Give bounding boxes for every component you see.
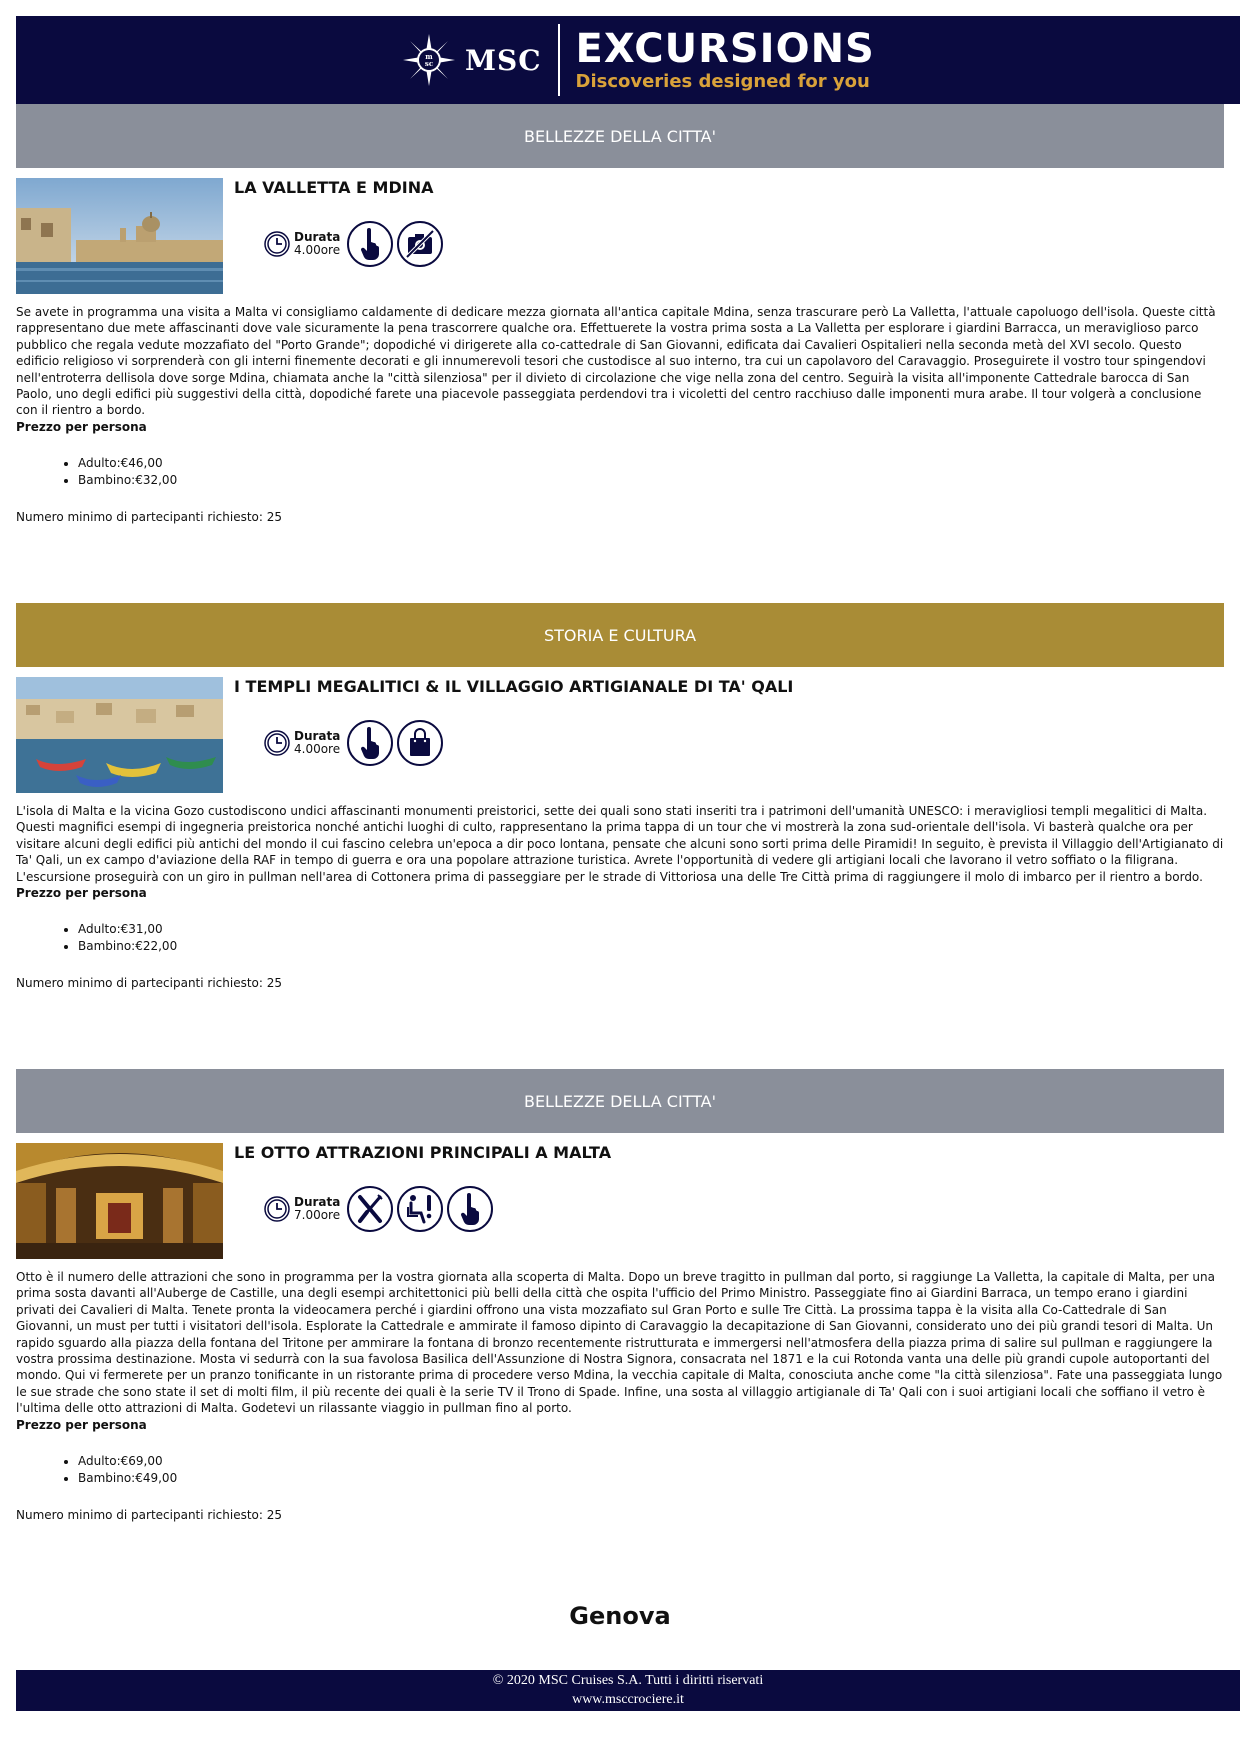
hand-icon <box>346 719 394 767</box>
category-label: BELLEZZE DELLA CITTA' <box>523 1091 717 1111</box>
min-participants: Numero minimo di partecipanti richiesto: 25 <box>16 976 283 991</box>
category-bar <box>16 104 1224 168</box>
price-label: Prezzo per persona <box>16 1417 147 1432</box>
excursion-title: I TEMPLI MEGALITICI & IL VILLAGGIO ARTIGIANALE DI TA' QALI <box>234 677 794 696</box>
hand-icon <box>446 1185 494 1233</box>
duration-label: Durata <box>294 729 341 743</box>
excursion-photo <box>16 178 223 294</box>
category-label: STORIA E CULTURA <box>543 625 697 645</box>
min-participants: Numero minimo di partecipanti richiesto: 25 <box>16 510 283 525</box>
svg-text:sc: sc <box>424 59 434 68</box>
excursion-photo <box>16 677 223 793</box>
price-adult: • Adulto:€31,00 <box>78 921 1224 938</box>
excursion-description: Otto è il numero delle attrazioni che sono in programma per la vostra giornata alla scoperta di Malta. Dopo un breve tragitto in pullman dal porto, si raggiunge La Valletta, la capitale di Malta, per una prima sosta davanti all'Auberge de Castille, una degli esempi architettonici più belli della città che ospita l'ufficio del Primo Ministro. Passeggiate fino ai Giardini Barraca, un tempo erano i giardini privati dei Cavalieri di Malta. Tenete pronta la videocamera perché i giardini offrono una vista mozzafiato sul Gran Porto e sulle Tre Città. La prossima tappa è la visita alla Co-Cattedrale di San Giovanni, un must per tutti i visitatori dell'isola. Esplorate la Cattedrale e ammirate il famoso dipinto di Caravaggio la decapitazione di San Giovanni, considerato uno dei più grandi tesori di Malta. Un rapido sguardo alla piazza della fontana del Tritone per ammirare la fontana di bronzo recentemente ristrutturata e immergersi nell'atmosfera della piazza prima di salire sul pullman e raggiungere la vostra prossima destinazione. Mosta vi sedurrà con la sua favolosa Basilica dell'Assunzione di Nostra Signora, consacrata nel 1871 e la cui Rotonda vanta una delle più grandi cupole autoportanti del mondo. Qui vi fermerete per un pranzo tonificante in un ristorante prima di procedere verso Mdina, la vecchia capitale di Malta, conosciuta anche come "la città silenziosa". Fate una passeggiata lungo le sue strade che sono state il set di molti film, il più recente dei quali è la serie TV il Trono di Spade. Infine, una sosta al villaggio artigianale di Ta' Qali con i suoi artigiani locali che soffiano il vetro è l'ultima delle otto attrazioni di Malta. Godetevi un rilassante viaggio in pullman fino al porto. <box>16 1270 1223 1416</box>
price-child: • Bambino:€32,00 <box>78 472 1224 489</box>
cutlery-icon <box>346 1185 394 1233</box>
price-child: • Bambino:€49,00 <box>78 1470 1224 1487</box>
logo-divider <box>558 24 560 96</box>
excursion-section <box>16 104 1224 525</box>
category-bar <box>16 603 1224 667</box>
footer-website-link[interactable]: www.msccrociere.it <box>572 1692 684 1707</box>
excursion-details <box>16 803 1224 992</box>
price-child: • Bambino:€22,00 <box>78 938 1224 955</box>
excursion-section <box>16 603 1224 991</box>
duration-value: 4.00ore <box>294 243 341 257</box>
duration-block <box>294 1196 340 1222</box>
duration-block <box>294 730 340 756</box>
clock-icon <box>264 730 290 756</box>
page-footer <box>16 1670 1240 1711</box>
svg-text:m: m <box>425 52 433 61</box>
excursion-info-icons <box>264 719 444 767</box>
price-adult: • Adulto:€69,00 <box>78 1453 1224 1470</box>
page-header <box>16 16 1240 104</box>
footer-copyright: © 2020 MSC Cruises S.A. Tutti i diritti riservati <box>492 1673 764 1688</box>
excursion-section <box>16 1069 1224 1523</box>
duration-value: 7.00ore <box>294 1208 341 1222</box>
price-list <box>16 1453 1224 1487</box>
excursion-title: LE OTTO ATTRAZIONI PRINCIPALI A MALTA <box>234 1143 612 1162</box>
msc-compass-emblem-icon <box>401 32 457 88</box>
excursions-wordmark: EXCURSIONS <box>575 26 875 72</box>
clock-icon <box>264 231 290 257</box>
price-adult: • Adulto:€46,00 <box>78 455 1224 472</box>
duration-block <box>294 231 340 257</box>
seated-attention-icon <box>396 1185 444 1233</box>
msc-wordmark: MSC <box>465 43 542 77</box>
duration-label: Durata <box>294 230 341 244</box>
price-label: Prezzo per persona <box>16 886 147 901</box>
min-participants: Numero minimo di partecipanti richiesto: 25 <box>16 1508 283 1523</box>
clock-icon <box>264 1196 290 1222</box>
duration-value: 4.00ore <box>294 742 341 756</box>
price-list <box>16 921 1224 955</box>
excursion-info-icons <box>264 220 444 268</box>
excursion-photo <box>16 1143 223 1259</box>
no-photo-icon <box>396 220 444 268</box>
price-label: Prezzo per persona <box>16 419 147 434</box>
excursions-logo <box>576 27 875 93</box>
shopping-bag-icon <box>396 719 444 767</box>
hand-icon <box>346 220 394 268</box>
category-bar <box>16 1069 1224 1133</box>
departure-city: Genova <box>569 1602 671 1630</box>
excursion-details <box>16 1269 1224 1523</box>
excursion-title: LA VALLETTA E MDINA <box>234 178 434 197</box>
excursion-details <box>16 304 1224 526</box>
excursions-tagline: Discoveries designed for you <box>575 71 870 92</box>
duration-label: Durata <box>294 1195 341 1209</box>
excursion-description: L'isola di Malta e la vicina Gozo custodiscono undici affascinanti monumenti preistorici, sette dei quali sono stati inseriti tra i patrimoni dell'umanità UNESCO: i meravigliosi templi megalitici di Malta. Questi magnifici esempi di ingegneria preistorica nonché antichi luoghi di culto, rappresentano la prima tappa di un tour che vi mostrerà la zona sud-orientale dell'isola. Vi basterà qualche ora per visitare alcuni degli edifici più antichi del mondo il cui fascino celebra un'epoca a dir poco lontana, pensate che alcuni sono sorti prima delle Piramidi! In seguito, è prevista il Villaggio dell'Artigianato di Ta' Qali, un ex campo d'aviazione della RAF in tempo di guerra e ora una popolare attrazione turistica. Avrete l'opportunità di vedere gli artigiani locali che lavorano il vetro soffiato o la filigrana. L'escursione proseguirà con un giro in pullman nell'area di Cottonera prima di passeggiare per le strade di Vittoriosa una delle Tre Città prima di raggiungere il molo di imbarco per il rientro a bordo. <box>16 804 1224 884</box>
price-list <box>16 455 1224 489</box>
excursion-info-icons <box>264 1185 494 1233</box>
excursion-description: Se avete in programma una visita a Malta vi consigliamo caldamente di dedicare mezza giornata all'antica capitale Mdina, senza trascurare però La Valletta, l'attuale capoluogo dell'isola. Queste città rappresentano due mete affascinanti dove vale sicuramente la pena trascorrere qualche ora. Effettuerete la vostra prima sosta a La Valletta per esplorare i giardini Barracca, un meraviglioso parco pubblico che regala vedute mozzafiato del "Porto Grande"; dopodiché vi dirigerete alla co-cattedrale di San Giovanni, edificata dai Cavalieri Ospitalieri nella seconda metà del XVI secolo. Questo edificio religioso vi sorprenderà con gli interni finemente decorati e gli innumerevoli tesori che custodisce al suo interno, tra cui un capolavoro del Caravaggio. Proseguirete il vostro tour spingendovi nell'entroterra dellisola dove sorge Mdina, chiamata anche la "città silenziosa" per il divieto di circolazione che vige nella zona del centro. Seguirà la visita all'imponente Cattedrale barocca di San Paolo, uno degli edifici più suggestivi della città, dopodiché farete una piacevole passeggiata perdendovi tra i vicoletti del centro racchiuso dalle imponenti mura arabe. Il tour volgerà a conclusione con il rientro a bordo. <box>16 305 1216 418</box>
category-label: BELLEZZE DELLA CITTA' <box>523 126 717 146</box>
header-logo-group <box>371 16 891 104</box>
